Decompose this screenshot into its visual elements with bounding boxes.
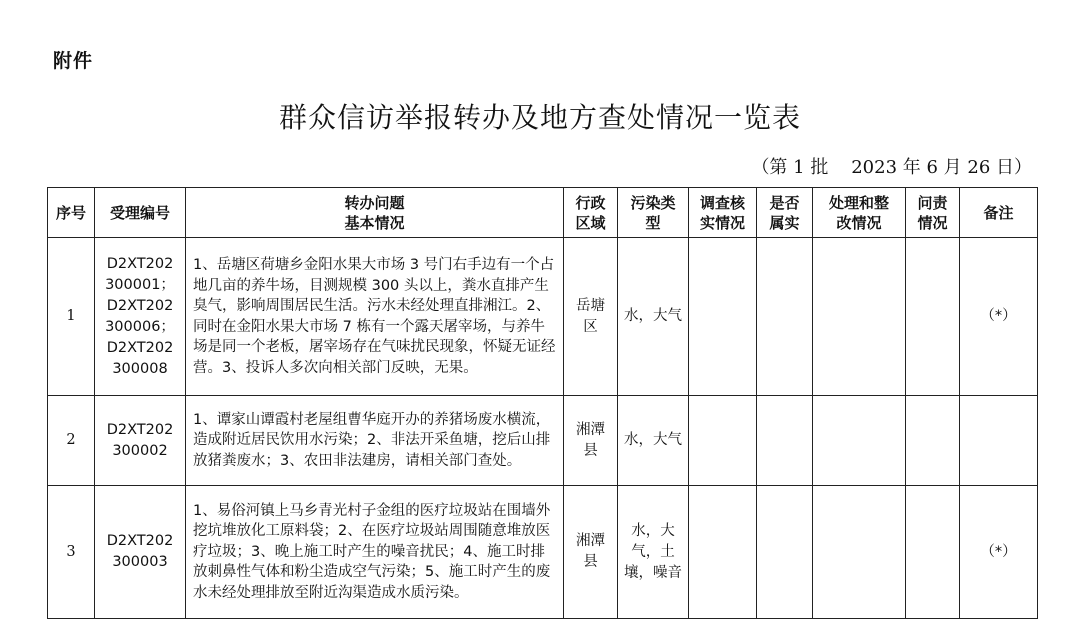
region-line: 湘潭 [576,533,605,549]
header-case-id: 受理编号 [95,188,186,238]
header-handling-line1: 处理和整 [828,193,889,212]
header-confirmed-line1: 是否 [769,193,800,212]
case-id-line: 300008 [112,360,168,377]
table-header-row [48,188,1038,238]
cell-verify [689,396,757,486]
case-id-line: D2XT202 [106,339,174,356]
region-line: 县 [583,554,598,570]
pollution-line: 水，大气 [624,308,682,324]
cell-pollution [618,238,689,396]
case-id-line: 300001； [105,276,175,293]
header-issue-line1: 转办问题 [344,193,405,212]
header-pollution [618,188,689,238]
cell-accountability [906,238,960,396]
cell-region [564,486,618,619]
cell-region [564,238,618,396]
cell-remarks [960,396,1038,486]
cell-accountability [906,486,960,619]
header-pollution-line1: 污染类 [630,193,676,212]
case-id-line: D2XT202 [106,421,174,438]
pollution-line: 气，土 [631,543,675,560]
complaints-table [47,187,1038,619]
cell-remarks: （*） [960,238,1038,396]
case-id-line: D2XT202 [106,297,174,314]
header-verify-line2: 实情况 [699,213,745,232]
pollution-line: 水，大气 [624,432,682,448]
header-verify-line1: 调查核 [699,193,745,212]
pollution-line: 水，大 [631,522,675,539]
header-accountability-line1: 问责 [917,193,948,212]
region-line: 区 [583,318,598,335]
region-line: 湘潭 [576,421,605,438]
cell-case-ids [95,396,186,486]
cell-handling [813,396,906,486]
case-id-line: 300006； [105,318,175,335]
cell-confirmed [757,238,813,396]
cell-region [564,396,618,486]
region-line: 县 [583,442,598,459]
header-handling-line2: 改情况 [836,213,882,232]
cell-seq: 3 [48,486,95,619]
case-id-line: 300002 [112,442,168,459]
header-remarks: 备注 [960,188,1038,238]
header-verify [689,188,757,238]
header-region [564,188,618,238]
cell-issue: 1、谭家山谭霞村老屋组曹华庭开办的养猪场废水横流，造成附近居民饮用水污染；2、非法开采鱼塘，挖后山排放猪粪废水；3、农田非法建房，请相关部门查处。 [186,396,564,486]
cell-accountability [906,396,960,486]
pollution-line: 壤，噪音 [624,564,682,581]
case-id-line: D2XT202 [106,255,174,272]
table-row [48,238,1038,396]
cell-verify [689,486,757,619]
header-accountability [906,188,960,238]
cell-verify [689,238,757,396]
header-pollution-line2: 型 [645,213,661,232]
cell-seq: 1 [48,238,95,396]
cell-confirmed [757,396,813,486]
table-row [48,486,1038,619]
header-seq: 序号 [48,188,95,238]
header-issue-line2: 基本情况 [344,213,405,232]
case-id-line: 300003 [112,554,168,570]
batch-date-line: （第 1 批 2023 年 6 月 26 日） [751,157,1032,178]
cell-pollution [618,396,689,486]
header-accountability-line2: 情况 [917,213,948,232]
cell-confirmed [757,486,813,619]
cell-pollution [618,486,689,619]
header-confirmed [757,188,813,238]
cell-case-ids [95,238,186,396]
case-id-line: D2XT202 [106,533,174,549]
cell-handling [813,486,906,619]
header-confirmed-line2: 属实 [769,213,800,232]
cell-seq: 2 [48,396,95,486]
header-issue [186,188,564,238]
cell-issue: 1、岳塘区荷塘乡金阳水果大市场 3 号门右手边有一个占地几亩的养牛场，目测规模 300 头以上，粪水直排产生臭气，影响周围居民生活。污水未经处理直排湘江。2、同时在金阳水果大市场 7 栋有一个露天屠宰场，与养牛场是同一个老板，屠宰场存在气味扰民现象，怀疑无证经营。3、投诉人多次向相关部门反映，无果。 [186,238,564,396]
header-handling [813,188,906,238]
page-title: 群众信访举报转办及地方查处情况一览表 [278,101,801,134]
header-region-line1: 行政 [575,193,606,212]
table-row [48,396,1038,486]
cell-case-ids [95,486,186,619]
header-region-line2: 区域 [575,213,606,232]
attachment-label: 附件 [53,50,94,72]
cell-issue: 1、易俗河镇上马乡青光村子金组的医疗垃圾站在围墙外挖坑堆放化工原料袋；2、在医疗垃圾站周围随意堆放医疗垃圾；3、晚上施工时产生的噪音扰民；4、施工时排放刺鼻性气体和粉尘造成空气污染；5、施工时产生的废水未经处理排放至附近沟渠造成水质污染。 [186,486,564,619]
region-line: 岳塘 [576,297,605,314]
cell-remarks: （*） [960,486,1038,619]
cell-handling [813,238,906,396]
